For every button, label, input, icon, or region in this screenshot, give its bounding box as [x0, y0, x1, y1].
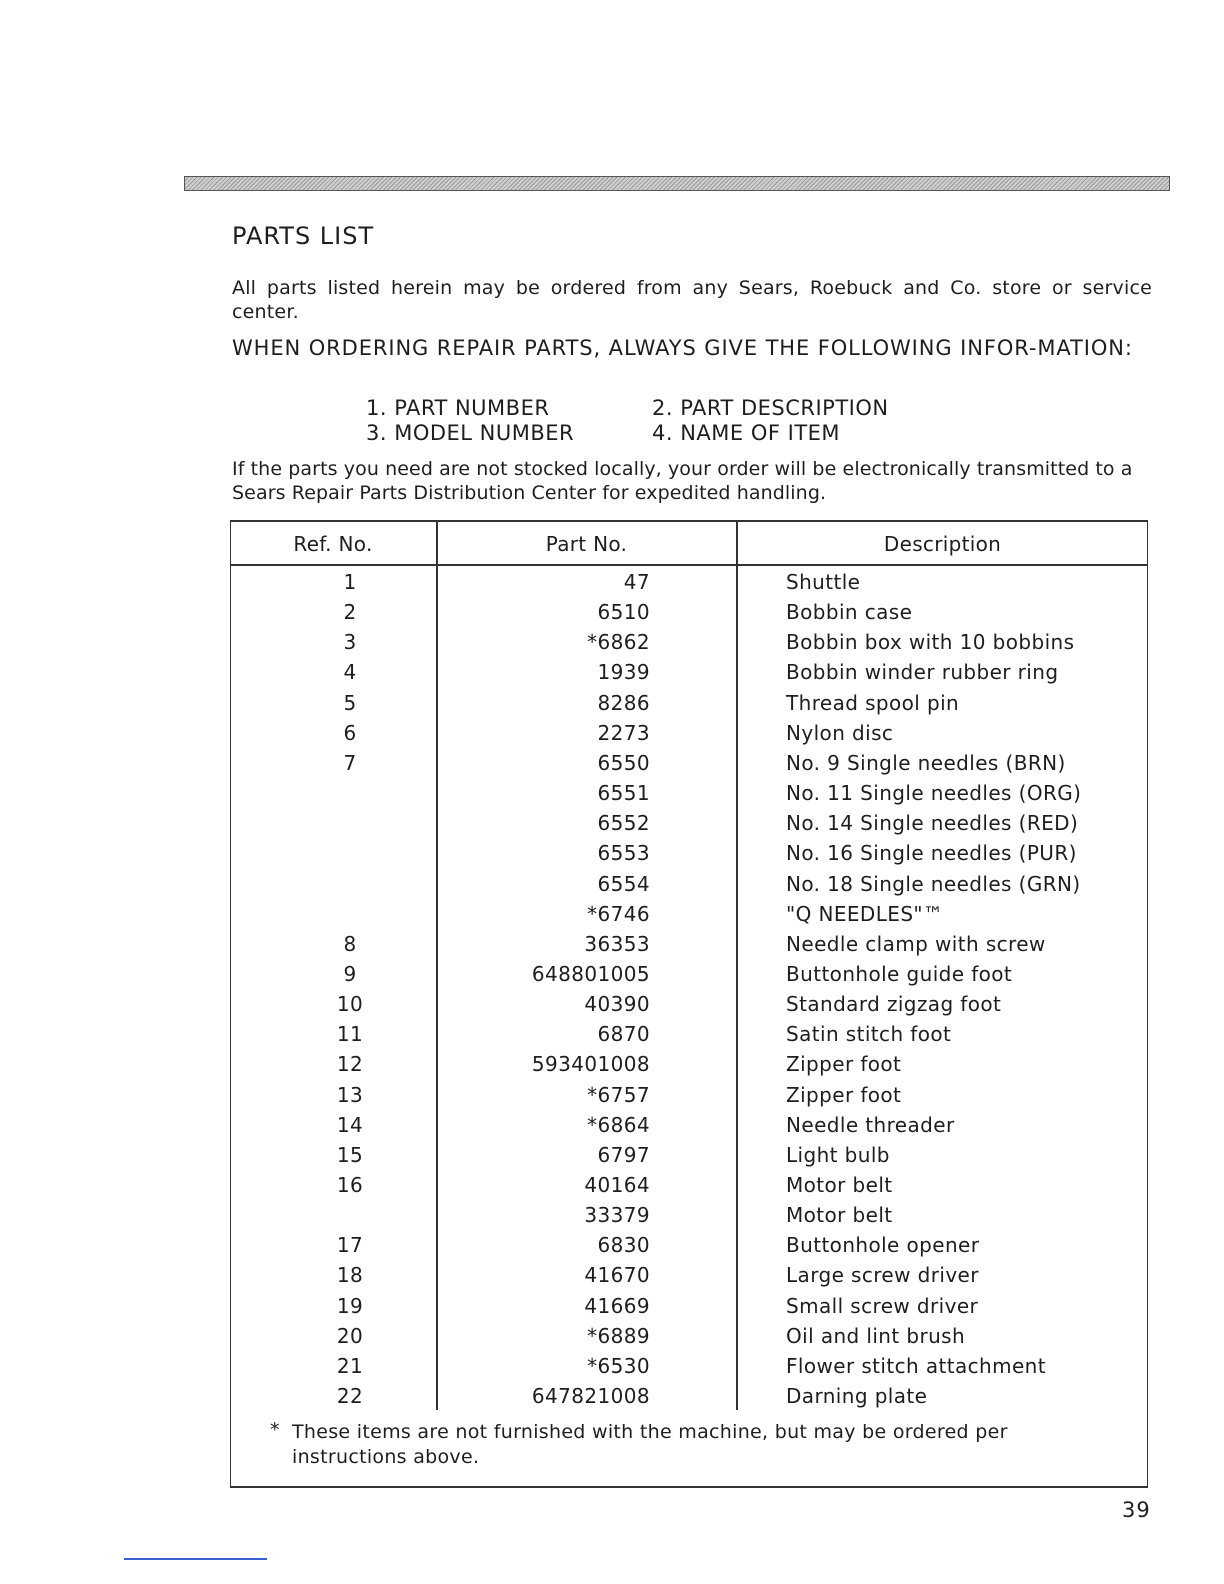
description-cell: No. 9 Single needles (BRN): [786, 750, 1066, 775]
header-ref-no: Ref. No.: [293, 532, 373, 556]
table-row: [230, 1143, 1148, 1173]
intro-paragraph: All parts listed herein may be ordered from any Sears, Roebuck and Co. store or service center.: [232, 277, 1152, 323]
ref-cell: 21: [336, 1353, 364, 1378]
table-row: [230, 962, 1148, 992]
description-cell: Buttonhole opener: [786, 1233, 980, 1258]
table-row: [230, 721, 1148, 751]
part-no-cell: 6830: [597, 1233, 650, 1258]
ref-cell: 22: [336, 1384, 364, 1409]
ref-cell: 4: [343, 660, 357, 685]
table-row: [230, 1203, 1148, 1233]
part-no-cell: 33379: [584, 1203, 650, 1228]
info-item-name-of-item: 4. NAME OF ITEM: [652, 421, 841, 445]
description-cell: "Q NEEDLES"™: [786, 901, 944, 926]
page-number: 39: [1122, 1498, 1151, 1522]
description-cell: Zipper foot: [786, 1052, 902, 1077]
info-item-part-number: 1. PART NUMBER: [366, 396, 550, 420]
description-cell: Large screw driver: [786, 1263, 979, 1288]
part-no-cell: 40390: [584, 992, 650, 1017]
ref-cell: 10: [336, 992, 364, 1017]
table-row: [230, 1233, 1148, 1263]
description-cell: Oil and lint brush: [786, 1323, 966, 1348]
part-no-cell: 6797: [597, 1142, 650, 1167]
table-row: [230, 570, 1148, 600]
description-cell: Zipper foot: [786, 1082, 902, 1107]
part-no-cell: 6510: [597, 600, 650, 625]
part-no-cell: 6551: [597, 781, 650, 806]
page-title: PARTS LIST: [232, 222, 375, 250]
description-cell: Bobbin winder rubber ring: [786, 660, 1059, 685]
description-cell: Motor belt: [786, 1173, 893, 1197]
part-no-cell: 36353: [584, 931, 650, 956]
part-no-cell: 8286: [597, 690, 650, 715]
table-row: [230, 691, 1148, 721]
part-no-cell: 647821008: [531, 1384, 650, 1409]
table-top-border: [230, 520, 1148, 522]
description-cell: Bobbin case: [786, 600, 913, 625]
table-row: [230, 811, 1148, 841]
part-no-cell: *6864: [587, 1112, 650, 1137]
ref-cell: 1: [343, 570, 357, 594]
ordering-heading: WHEN ORDERING REPAIR PARTS, ALWAYS GIVE THE FOLLOWING INFOR-MATION:: [232, 336, 1133, 360]
ref-cell: 8: [343, 931, 357, 956]
description-cell: Flower stitch attachment: [786, 1353, 1047, 1378]
info-item-model-number: 3. MODEL NUMBER: [366, 421, 575, 445]
part-no-cell: 47: [623, 570, 650, 594]
description-cell: Buttonhole guide foot: [786, 961, 1013, 986]
ref-cell: 16: [336, 1173, 364, 1197]
part-no-cell: 6550: [597, 750, 650, 775]
ref-cell: 18: [336, 1263, 364, 1288]
table-row: [230, 1354, 1148, 1384]
description-cell: Needle threader: [786, 1112, 955, 1137]
table-row: [230, 1324, 1148, 1354]
ref-cell: 12: [336, 1052, 364, 1077]
part-no-cell: 6870: [597, 1022, 650, 1047]
description-cell: Thread spool pin: [786, 690, 960, 715]
table-row: [230, 630, 1148, 660]
header-description: Description: [883, 532, 1002, 556]
part-no-cell: 2273: [597, 720, 650, 745]
part-no-cell: 6553: [597, 841, 650, 866]
part-no-cell: *6530: [587, 1353, 650, 1378]
table-row: [230, 1052, 1148, 1082]
description-cell: Darning plate: [786, 1384, 928, 1409]
scan-artifact-line: [124, 1558, 267, 1560]
part-no-cell: *6889: [587, 1323, 650, 1348]
description-cell: Nylon disc: [786, 720, 894, 745]
table-row: [230, 902, 1148, 932]
table-row: [230, 1294, 1148, 1324]
part-no-cell: 41670: [584, 1263, 650, 1288]
header-part-no: Part No.: [545, 532, 628, 556]
description-cell: Bobbin box with 10 bobbins: [786, 630, 1075, 655]
ref-cell: 14: [336, 1112, 364, 1137]
description-cell: Satin stitch foot: [786, 1022, 952, 1047]
table-row: [230, 600, 1148, 630]
ref-cell: 11: [336, 1022, 364, 1047]
table-row: [230, 932, 1148, 962]
table-row: [230, 992, 1148, 1022]
table-row: [230, 781, 1148, 811]
description-cell: Small screw driver: [786, 1293, 979, 1318]
part-no-cell: 6552: [597, 811, 650, 836]
part-no-cell: *6862: [587, 630, 650, 655]
description-cell: No. 18 Single needles (GRN): [786, 871, 1081, 896]
ref-cell: 9: [343, 961, 357, 986]
info-item-part-description: 2. PART DESCRIPTION: [652, 396, 889, 420]
part-no-cell: 41669: [584, 1293, 650, 1318]
table-row: [230, 1022, 1148, 1052]
description-cell: No. 11 Single needles (ORG): [786, 781, 1082, 806]
ref-cell: 3: [343, 630, 357, 655]
table-row: [230, 841, 1148, 871]
part-no-cell: 648801005: [531, 961, 650, 986]
table-row: [230, 1384, 1148, 1414]
description-cell: No. 16 Single needles (PUR): [786, 841, 1077, 866]
ref-cell: 5: [343, 690, 357, 715]
description-cell: Light bulb: [786, 1142, 890, 1167]
ref-cell: 19: [336, 1293, 364, 1318]
ref-cell: 17: [336, 1233, 364, 1258]
table-row: [230, 1113, 1148, 1143]
table-row: [230, 1083, 1148, 1113]
part-no-cell: 593401008: [531, 1052, 650, 1077]
ref-cell: 13: [336, 1082, 364, 1107]
ref-cell: 2: [343, 600, 357, 625]
ref-cell: 7: [343, 750, 357, 775]
table-row: [230, 872, 1148, 902]
description-cell: Shuttle: [786, 570, 861, 594]
description-cell: Standard zigzag foot: [786, 992, 1002, 1017]
table-row: [230, 660, 1148, 690]
footnote-text: These items are not furnished with the machine, but may be ordered per instructions above.: [292, 1421, 1008, 1468]
table-row: [230, 1173, 1148, 1203]
part-no-cell: *6746: [587, 901, 650, 926]
description-cell: No. 14 Single needles (RED): [786, 811, 1079, 836]
table-row: [230, 1263, 1148, 1293]
ref-cell: 20: [336, 1323, 364, 1348]
header-band: [184, 176, 1170, 191]
part-no-cell: *6757: [587, 1082, 650, 1107]
stock-note: If the parts you need are not stocked locally, your order will be electronically transmitted to a Sears Repair Parts Distribution Center for expedited handling.: [232, 458, 1133, 504]
description-cell: Needle clamp with screw: [786, 931, 1046, 956]
ref-cell: 6: [343, 720, 357, 745]
part-no-cell: 40164: [584, 1173, 650, 1197]
description-cell: Motor belt: [786, 1203, 893, 1228]
table-row: [230, 751, 1148, 781]
part-no-cell: 1939: [597, 660, 650, 685]
footnote-mark: *: [270, 1419, 280, 1441]
ref-cell: 15: [336, 1142, 364, 1167]
part-no-cell: 6554: [597, 871, 650, 896]
